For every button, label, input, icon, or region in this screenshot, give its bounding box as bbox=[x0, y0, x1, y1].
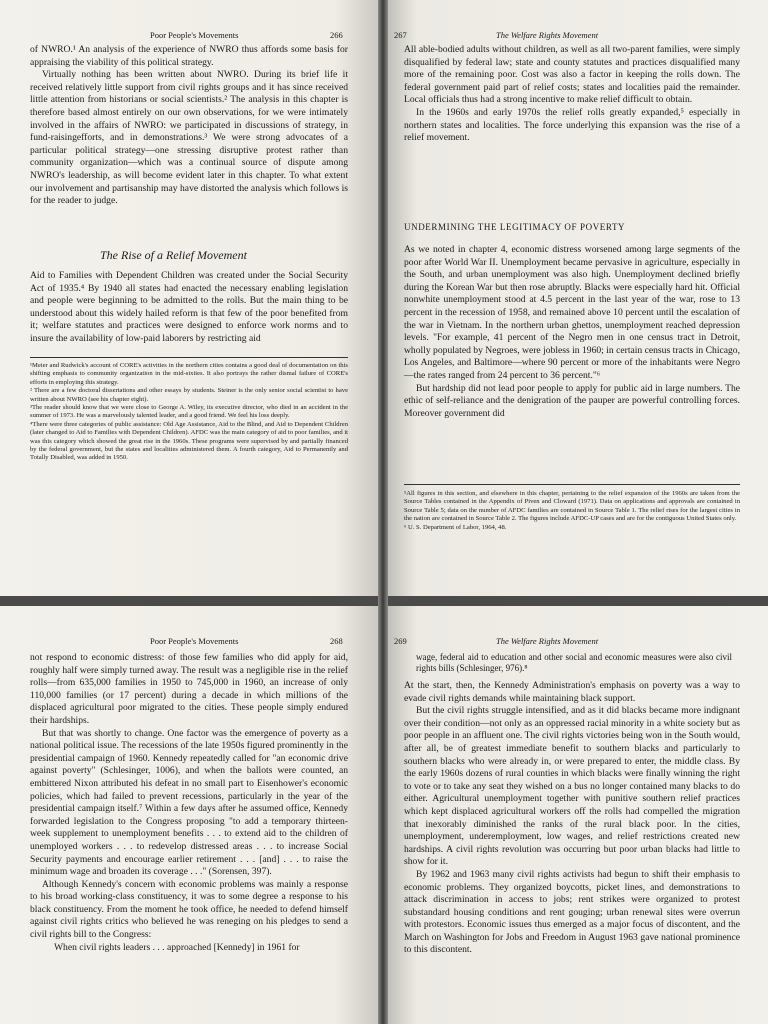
paragraph: of NWRO.¹ An analysis of the experience of NWRO thus affords some basis for appraising the viability of this political strategy. bbox=[30, 44, 348, 68]
footnote: ⁴There were three categories of public assistance: Old Age Assistance, Aid to the Blind, and Aid to Dependent Children (later changed to Aid to Families with Dependent Children). AFDC was the main category of aid to poor families, and it was this category which showed the great rise in the 1960s. These programs were supervised by and partially financed by the federal government, but the states and localities administered them. A fourth category, Aid to Permanently and Totally Disabled, was added in 1950. bbox=[30, 420, 348, 462]
section-text bbox=[404, 244, 740, 420]
footnote: ⁵All figures in this section, and elsewhere in this chapter, pertaining to the relief expansion of the 1960s are taken from the Source Tables contained in the Appendix of Piven and Cloward (1971). Data on applications and approvals are contained in Source Table 5; data on the number of AFDC families are contained in Source Table 1. The relief rises for the largest cities in the nation are contained in Source Table 2. The figures include AFDC-UP cases and are for the contiguous United States only. bbox=[404, 490, 740, 523]
paragraph: not respond to economic distress: of those few families who did apply for aid, roughly half were simply turned away. The result was a negligible rise in the relief rolls—from 635,000 families in 1950 to 745,000 in 1960, an increase of only 110,000 families (or 17 percent) during a decade in which millions of the displaced agricultural poor migrated to the cities. These people simply endured their hardships. bbox=[30, 652, 348, 726]
book-spine-gutter bbox=[378, 0, 388, 1024]
footnote-rule bbox=[30, 357, 348, 358]
page-number: 269 bbox=[394, 636, 407, 646]
page-number: 266 bbox=[330, 30, 343, 40]
paragraph: But the civil rights struggle intensified, and as it did blacks became more indignant over their condition—not only as an oppressed racial minority in a white society but as poor people in an affluent one. The civil rights victories being won in the South would, after all, be of greatest immediate benefit to southern blacks and particularly to southern blacks who were already in, or were prepared to enter, the middle class. By the early 1960s dozens of rural counties in which blacks were finally winning the right to vote or to take any seat they wished on a bus no longer contained many blacks to do either. Agricultural unemployment together with punitive southern relief practices which kept displaced agricultural workers off the rolls had compelled the migration that inexorably diminished the ranks of the rural black poor. In the cities, unemployment, underemployment, low wages, and relief restrictions created new hardships. A civil rights revolution was occurring but poor urban blacks had little to show for it. bbox=[404, 705, 740, 868]
running-head: Poor People's Movements bbox=[150, 636, 239, 646]
footnote-rule bbox=[404, 484, 740, 485]
page-266 bbox=[0, 0, 380, 596]
section-title: UNDERMINING THE LEGITIMACY OF POVERTY bbox=[404, 222, 626, 232]
page-267 bbox=[386, 0, 768, 596]
section-title: The Rise of a Relief Movement bbox=[100, 248, 247, 262]
paragraph: Virtually nothing has been written about NWRO. During its brief life it received relatively little support from civil rights groups and it has since received little attention from historians or social scientists.² The analysis in this chapter is therefore based almost entirely on our own observations, for we were intimately involved in the affairs of NWRO: we participated in discussions of strategy, in fund-raisingefforts, and in demonstrations.³ We were strong advocates of a particular political strategy—one stressing disruptive protest rather than community organization—which was a continual source of dispute among NWRO's leadership, as will become evident later in this chapter. To what extent our involvement and partisanship may have distorted the analysis which follows is for the reader to judge. bbox=[30, 69, 348, 207]
intro-text bbox=[30, 44, 348, 208]
paragraph: At the start, then, the Kennedy Administration's emphasis on poverty was a way to evade civil rights demands while maintaining black support. bbox=[404, 680, 740, 704]
paragraph: Although Kennedy's concern with economic problems was mainly a response to his broad working-class constituency, it was to some degree a response to his black constituency. From the moment he took office, he needed to defend himself against civil rights critics who believed he was reneging on his pledges to send a civil rights bill to the Congress: bbox=[30, 878, 348, 941]
footnote: ¹Meier and Rudwick's account of CORE's activities in the northern cities contains a good deal of documentation on this shifting emphasis to community organization in the mid-sixties. It also portrays the rather dismal failure of CORE's efforts in employing this strategy. bbox=[30, 362, 348, 386]
main-text bbox=[404, 680, 740, 957]
page-269 bbox=[386, 606, 768, 1024]
block-quote: When civil rights leaders . . . approached [Kennedy] in 1961 for bbox=[54, 941, 300, 953]
section-text bbox=[30, 270, 348, 346]
footnotes bbox=[404, 490, 740, 532]
footnote: ² There are a few doctoral dissertations and other essays by students. Steiner is the only senior social scientist to have written about NWRO (see his chapter eight). bbox=[30, 387, 348, 403]
paragraph: In the 1960s and early 1970s the relief rolls greatly expanded,⁵ especially in northern states and localities. The force underlying this expansion was the rise of a relief movement. bbox=[404, 106, 740, 144]
running-head: The Welfare Rights Movement bbox=[496, 636, 599, 646]
running-head: The Welfare Rights Movement bbox=[496, 30, 599, 40]
paragraph: By 1962 and 1963 many civil rights activists had begun to shift their emphasis to economic problems. They organized boycotts, picket lines, and demonstrations to attack discrimination in access to jobs; rent strikes were organized to protest substandard housing conditions and rent gouging; urban renewal sites were overrun with protestors. Economic issues thus emerged as a major focus of discontent, and the March on Washington for Jobs and Freedom in August 1963 gave national prominence to this discontent. bbox=[404, 868, 740, 956]
page-number: 267 bbox=[394, 30, 407, 40]
main-text bbox=[30, 652, 348, 954]
footnotes bbox=[30, 362, 348, 463]
paragraph: As we noted in chapter 4, economic distress worsened among large segments of the poor after World War II. Unemployment became pervasive in agriculture, especially in the South, and urban unemployment was also high. Unemployment declined briefly during the Korean War but then rose abruptly. Blacks were especially hard hit. Official nonwhite unemployment stood at 4.5 percent in the last year of the war, rose to 13 percent in the recession of 1958, and remained above 10 percent until the escalation of the war in Vietnam. In the northern urban ghettos, unemployment reached depression levels. "For example, 41 percent of the Negro men in one census tract in Detroit, wholly populated by Negroes, were jobless in 1960; in certain census tracts in Chicago, Los Angeles, and Baltimore—where 90 percent or more of the inhabitants were Negro—the rates ranged from 24 percent to 36 percent."⁶ bbox=[404, 244, 740, 381]
paragraph: But that was shortly to change. One factor was the emergence of poverty as a national political issue. The recessions of the late 1950s figured prominently in the presidential campaign of 1960. Kennedy repeatedly called for "an economic drive against poverty" (Schlesinger, 1006), and when the ballots were counted, an embittered Nixon attributed his defeat in no small part to Eisenhower's economic policies, which had failed to prevent recessions, particularly in the year of the presidential campaign itself.⁷ Within a few days after he assumed office, Kennedy forwarded legislation to the Congress proposing "to add a temporary thirteen-week supplement to unemployment benefits . . . to extend aid to the children of unemployed workers . . . to redevelop distressed areas . . . to increase Social Security payments and encourage earlier retirement . . . [and] . . . to raise the minimum wage and broaden its coverage . . ." (Sorensen, 397). bbox=[30, 727, 348, 878]
page-number: 268 bbox=[330, 636, 343, 646]
paragraph: All able-bodied adults without children, as well as all two-parent families, were simply disqualified by federal law; state and county statutes and practices disqualified many more of the remaining poor. Cost was also a factor in keeping the rolls down. The federal government paid part of relief costs; states and localities paid the remainder. Local officials thus had a strong incentive to make relief difficult to obtain. bbox=[404, 44, 740, 106]
main-text bbox=[404, 44, 740, 145]
footnote: ³The reader should know that we were close to George A. Wiley, its executive director, who died in an accident in the summer of 1973. He was a marvelously talented leader, and a good friend. We feel his loss deeply. bbox=[30, 404, 348, 420]
block-quote: wage, federal aid to education and other social and economic measures were also civil rights bills (Schlesinger, 976).⁸ bbox=[416, 652, 732, 674]
paragraph: But hardship did not lead poor people to apply for public aid in large numbers. The ethic of self-reliance and the denigration of the pauper are powerful controlling forces. Moreover government did bbox=[404, 382, 740, 419]
footnote: ⁶ U. S. Department of Labor, 1964, 48. bbox=[404, 523, 507, 531]
running-head: Poor People's Movements bbox=[150, 30, 239, 40]
paragraph: Aid to Families with Dependent Children was created under the Social Security Act of 1935.⁴ By 1940 all states had enacted the necessary enabling legislation and people were beginning to be admitted to the rolls. But the main thing to be understood about this widely hailed reform is that few of the poor benefited from it; welfare statutes and practices were designed to enforce work norms and to insure the availability of low-paid laborers by restricting aid bbox=[30, 270, 348, 344]
page-268 bbox=[0, 606, 380, 1024]
